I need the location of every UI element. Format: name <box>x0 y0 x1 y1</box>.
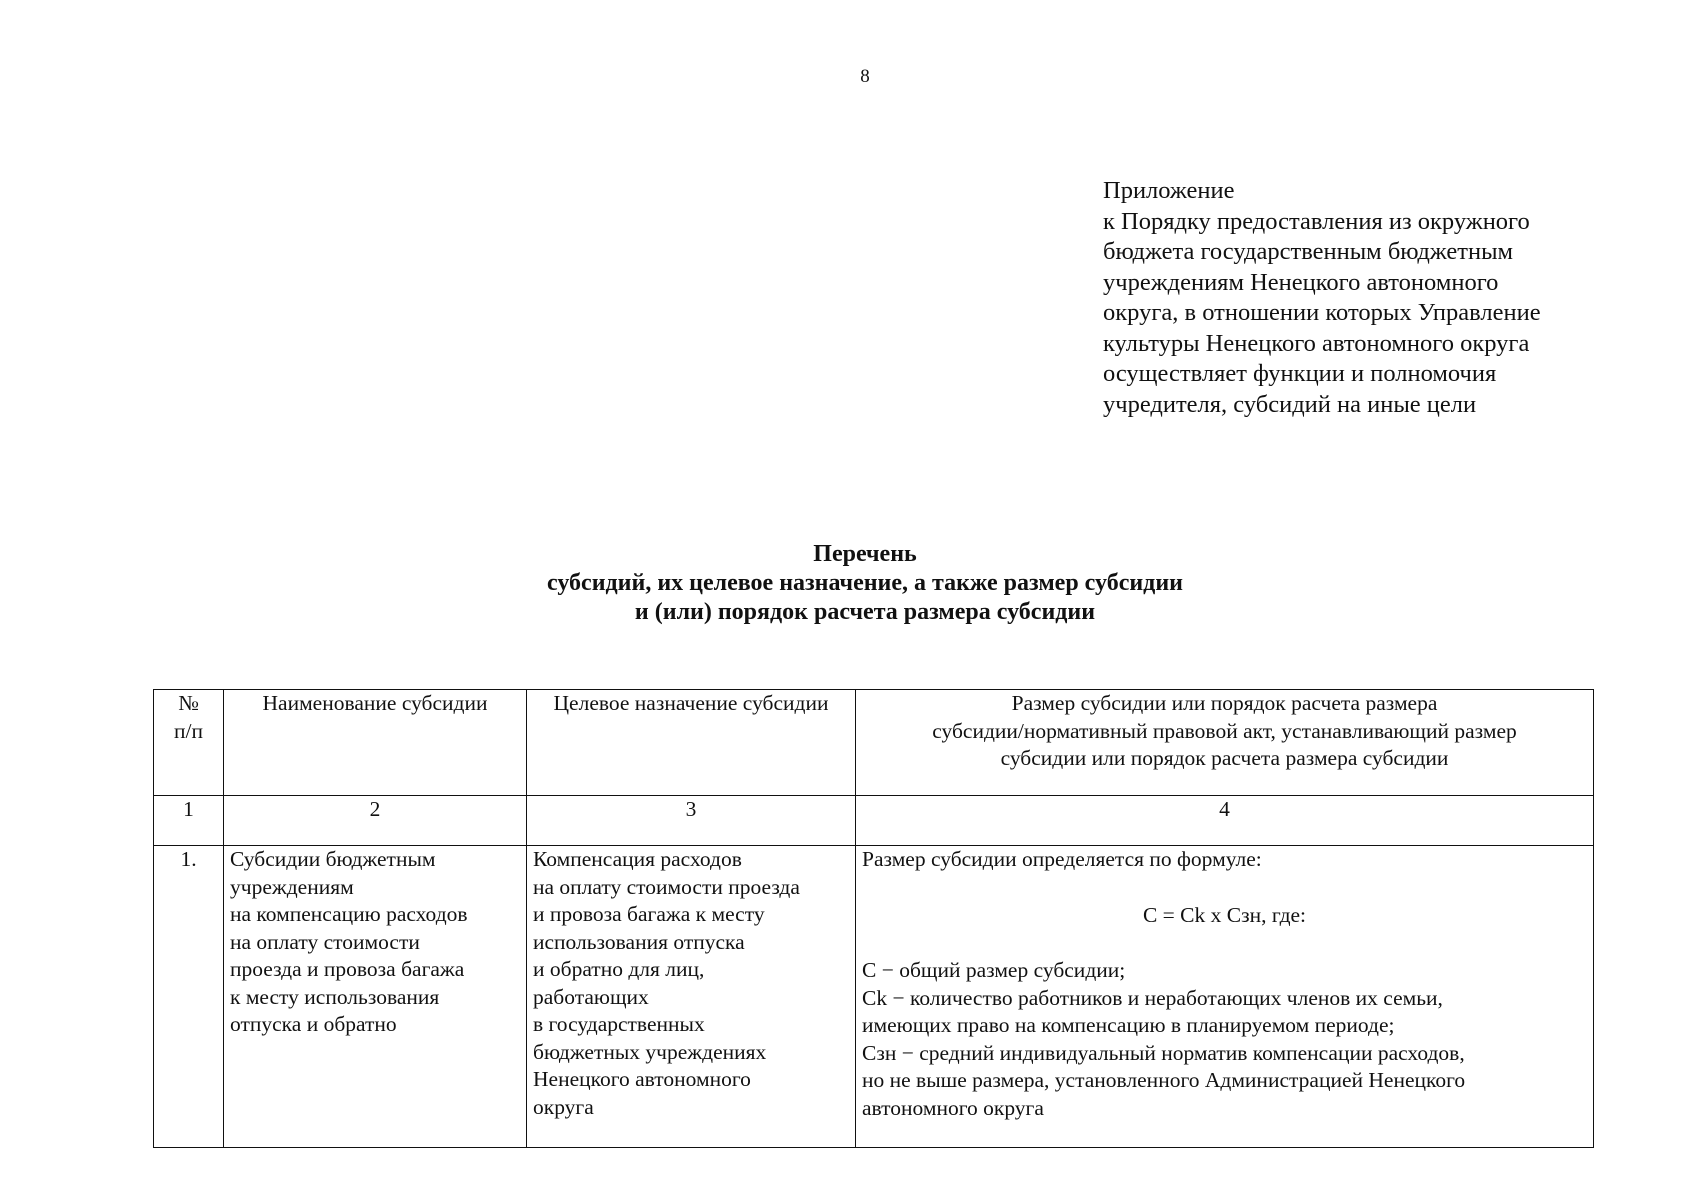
subsidy-name-cell <box>224 846 527 1148</box>
header-cell-number <box>154 690 224 796</box>
header-text: п/п <box>174 718 203 743</box>
cell-line: проезда и провоза багажа <box>230 957 465 981</box>
cell-line: работающих <box>533 984 649 1009</box>
appendix-line: осуществляет функции и полномочия <box>1103 360 1497 387</box>
header-text: Наименование субсидии <box>262 691 488 715</box>
cell-line: на компенсацию расходов <box>230 902 468 926</box>
appendix-line: учреждениям Ненецкого автономного <box>1103 268 1499 296</box>
subsidy-purpose-cell <box>527 846 856 1148</box>
column-number-cell: 1 <box>154 796 224 846</box>
header-cell-size <box>856 690 1594 796</box>
appendix-line: бюджета государственным бюджетным <box>1103 238 1514 265</box>
header-text: № <box>178 691 199 715</box>
column-number-cell: 4 <box>856 796 1594 846</box>
appendix-line: учредителя, субсидий на иные цели <box>1103 390 1477 418</box>
formula-intro: Размер субсидии определяется по формуле: <box>862 847 1262 871</box>
definition-line: С − общий размер субсидии; <box>862 958 1126 982</box>
header-cell-purpose <box>527 690 856 796</box>
subsidies-table <box>153 689 1594 1148</box>
title-line: субсидий, их целевое назначение, а также размер субсидии <box>547 570 1183 596</box>
cell-line: и провоза багажа к месту <box>533 902 765 926</box>
cell-line: на оплату стоимости <box>230 929 420 954</box>
definition-line: Сk − количество работников и неработающих членов их семьи, <box>862 985 1443 1010</box>
subsidy-size-cell <box>856 846 1594 1148</box>
header-text: субсидии или порядок расчета размера субсидии <box>1000 746 1449 770</box>
cell-line: и обратно для лиц, <box>533 957 705 981</box>
appendix-line: к Порядку предоставления из окружного <box>1103 207 1530 235</box>
definition-line: но не выше размера, установленного Администрацией Ненецкого <box>862 1068 1466 1092</box>
cell-line: Компенсация расходов <box>533 847 742 871</box>
definition-line: Сзн − средний индивидуальный норматив компенсации расходов, <box>862 1040 1465 1065</box>
title-line: Перечень <box>813 541 917 567</box>
cell-line: использования отпуска <box>533 929 745 954</box>
cell-line: отпуска и обратно <box>230 1012 397 1036</box>
header-text: Размер субсидии или порядок расчета размера <box>1011 691 1438 715</box>
cell-line: бюджетных учреждениях <box>533 1039 767 1064</box>
header-text: субсидии/нормативный правовой акт, устанавливающий размер <box>932 718 1517 743</box>
header-text: Целевое назначение субсидии <box>553 691 829 715</box>
appendix-block <box>1103 176 1643 420</box>
table-header-row <box>154 690 1594 796</box>
cell-line: на оплату стоимости проезда <box>533 874 800 899</box>
definition-line: автономного округа <box>862 1095 1044 1120</box>
column-number-cell: 3 <box>527 796 856 846</box>
cell-line: к месту использования <box>230 984 440 1009</box>
title-line: и (или) порядок расчета размера субсидии <box>634 599 1096 625</box>
document-title <box>0 540 1698 627</box>
appendix-line: Приложение <box>1103 177 1235 204</box>
appendix-line: культуры Ненецкого автономного округа <box>1103 329 1530 357</box>
column-numbers-row <box>154 796 1594 846</box>
page-number: 8 <box>860 66 870 87</box>
row-number-cell: 1. <box>154 846 224 1148</box>
cell-line: округа <box>533 1094 594 1119</box>
table-row <box>154 846 1594 1148</box>
cell-line: Субсидии бюджетным <box>230 847 436 871</box>
cell-line: Ненецкого автономного <box>533 1067 751 1091</box>
definition-line: имеющих право на компенсацию в планируемом периоде; <box>862 1013 1395 1037</box>
formula: С = Сk x Сзн, где: <box>1142 902 1307 927</box>
header-cell-name <box>224 690 527 796</box>
appendix-line: округа, в отношении которых Управление <box>1103 299 1541 326</box>
cell-line: в государственных <box>533 1012 705 1036</box>
cell-line: учреждениям <box>230 874 354 899</box>
column-number-cell: 2 <box>224 796 527 846</box>
